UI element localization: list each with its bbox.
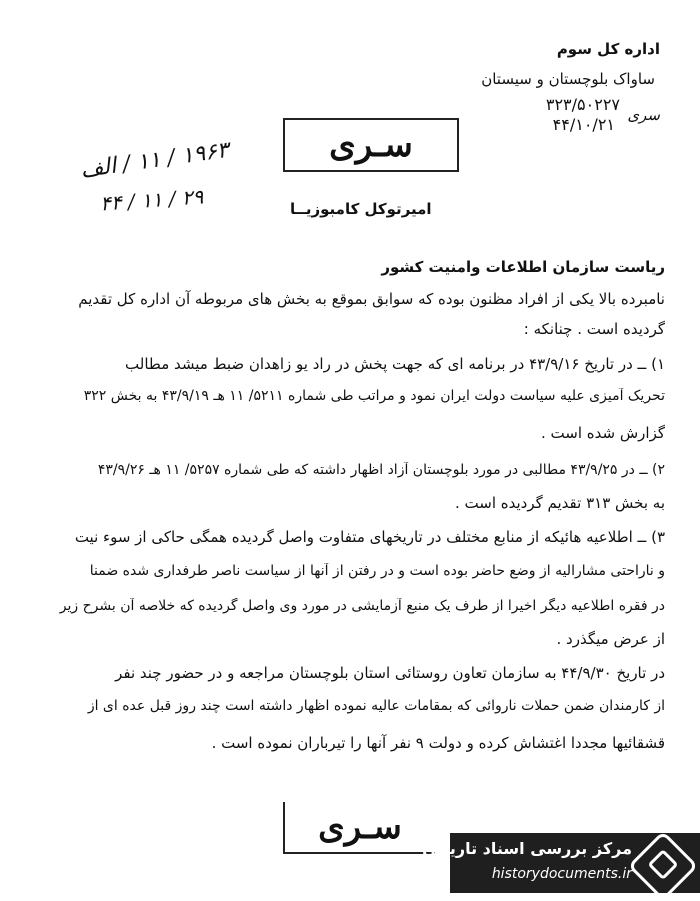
handwritten-date: ۴۴ / ۱۱ / ۲۹: [99, 184, 205, 216]
archive-logo-icon: [628, 831, 699, 901]
body-line: نامبرده بالا یکی از افراد مظنون بوده که سوابق بموقع به بخش های مربوطه آن اداره کل تقدیم: [78, 290, 665, 308]
body-line: در فقره اطلاعیه دیگر اخیرا از طرف یک منبع آزمایشی در مورد وی واصل گردیده که خلاصه آن بشرح زیر: [59, 598, 665, 614]
header-office: ساواک بلوچستان و سیستان: [481, 70, 655, 88]
header-ref-number: ۳۲۳/۵۰۲۲۷: [545, 95, 620, 114]
body-line: گردیده است . چنانکه :: [523, 320, 665, 338]
watermark-bar: [422, 833, 700, 893]
header-dept: اداره کل سوم: [556, 40, 660, 58]
body-line: قشقائیها مجددا اغتشاش کرده و دولت ۹ نفر آنها را تیرباران نموده است .: [211, 734, 665, 752]
secret-stamp-bottom-text: سـری: [318, 807, 402, 847]
header-ref-date: ۴۴/۱۰/۲۱: [552, 115, 615, 134]
body-line: در تاریخ ۴۴/۹/۳۰ به سازمان تعاون روستائی استان بلوچستان مراجعه و در حضور چند نفر: [115, 664, 665, 682]
watermark-url: historydocuments.ir: [491, 866, 632, 882]
body-line: و ناراحتی مشارالیه از وضع حاضر بوده است و در رفتن از آنها از سیاست ناصر طرفداری شده ضمنا: [89, 563, 665, 579]
body-line: از عرض میگذرد .: [556, 630, 665, 648]
body-line: تحریک آمیزی علیه سیاست دولت ایران نمود و مراتب طی شماره ۵۲۱۱/ ۱۱ هـ ۴۳/۹/۱۹ به بخش ۳۲۲: [83, 388, 665, 404]
secret-stamp-top: [283, 118, 459, 172]
body-line: ۲) ــ در ۴۳/۹/۲۵ مطالبی در مورد بلوچستان آزاد اظهار داشته که طی شماره ۵۲۵۷/ ۱۱ هـ ۴۳/۹/۲۶: [97, 462, 665, 478]
header-ref-note: سری: [627, 106, 660, 124]
secret-stamp-top-text: سـری: [329, 125, 413, 165]
body-line: از کارمندان ضمن حملات ناروائی که بمقامات عالیه نموده اظهار داشته است چند روز قبل عده ای از: [87, 698, 665, 714]
handwritten-number: ۱۹۶۳ / ۱۱ / الف: [78, 137, 231, 184]
body-line: به بخش ۳۱۳ تقدیم گردیده است .: [454, 494, 665, 512]
watermark-title: مرکز بررسی اسناد تاریخی: [422, 839, 632, 858]
document-subject: امیرتوکل کامبوزیــا: [290, 200, 432, 218]
body-line: ۱) ــ در تاریخ ۴۳/۹/۱۶ در برنامه ای که جهت پخش در راد یو زاهدان ضبط میشد مطالب: [125, 355, 665, 373]
body-line: ۳) ــ اطلاعیه هائیکه از منابع مختلف در تاریخهای متفاوت واصل گردیده همگی حاکی از سوء نیت: [74, 528, 665, 546]
recipient: ریاست سازمان اطلاعات وامنیت کشور: [381, 258, 665, 276]
body-line: گزارش شده است .: [541, 424, 665, 442]
secret-stamp-bottom: [283, 802, 435, 854]
